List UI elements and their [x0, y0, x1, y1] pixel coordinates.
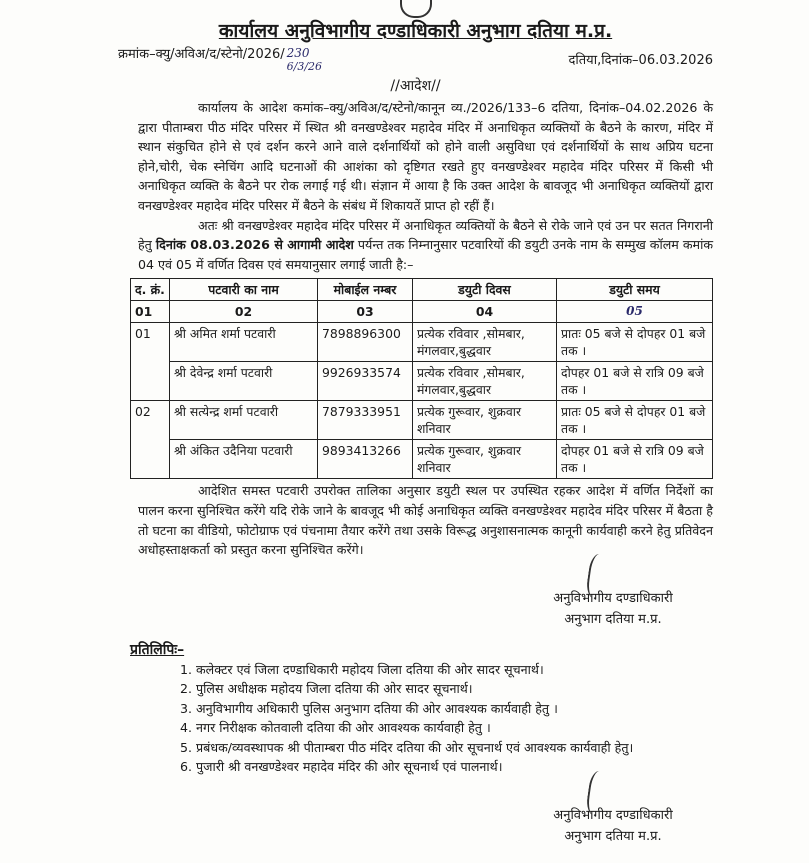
- emblem-seal-icon: [400, 0, 432, 18]
- signature-designation: अनुविभागीय दण्डाधिकारी: [553, 590, 673, 606]
- header-days: डयुटी दिवस: [413, 279, 557, 301]
- colnum: 03: [318, 301, 413, 323]
- copy-to-item: 3. अनुविभागीय अधिकारी पुलिस अनुभाग दतिया की ओर आवश्यक कार्यवाही हेतु ।: [196, 699, 713, 719]
- handwritten-group: [287, 46, 322, 74]
- paragraph-1: कार्यालय के आदेश कमांक–क्यु/अविअ/द/स्टेनो/कानून व्य./2026/133–6 दतिया, दिनांक–04.02.2026 के द्वारा पीताम्बरा पीठ मंदिर परिसर में स्थित श्री वनखण्डेश्वर महादेव मंदिर में अनाधिकृत व्यक्तियों के बैठने के कारण, मंदिर में स्थान संकुचित होने से एवं दर्शन करने आने वाले दर्शनार्थियों को होने वाली असुविधा एवं दर्शनार्थियों के साथ अप्रिय घटना होने,चोरी, चेक स्नेचिंग आदि घटनाओं की आशंका को दृष्टिगत रखते हुए वनखण्डेश्वर महादेव मंदिर परिसर में किसी भी अनाधिकृत व्यक्ति के बैठने पर रोक लगाई गई थी। संज्ञान में आया है कि उक्त आदेश के बावजूद भी अनाधिकृत व्यक्तियों द्वारा वनखण्डेश्वर महादेव मंदिर परिसर में बैठने के संबंध में शिकायतें प्राप्त हो रहीं हैं।: [138, 100, 714, 213]
- reference-number: क्रमांक–क्यु/अविअ/द/स्टेनो/2026/: [118, 47, 285, 62]
- sno-cell: 01: [131, 323, 170, 401]
- name-cell: श्री देवेन्द्र शर्मा पटवारी: [170, 362, 318, 401]
- days-cell: प्रत्येक रविवार ,सोमबार, मंगलवार,बुद्धवार: [413, 323, 557, 362]
- paragraph-2-rest: पर्यन्त तक निम्नानुसार पटवारियों की डयुटी उनके नाम के सम्मुख कॉलम कमांक 04 एवं 05 में वर्णित दिवस एवं समयानुसार लगाई जाती है:–: [138, 237, 713, 272]
- place-date: दतिया,दिनांक–06.03.2026: [568, 53, 713, 68]
- signature2-office: अनुभाग दतिया म.प्र.: [564, 828, 662, 844]
- copy-to-item: 6. पुजारी श्री वनखण्डेश्वर महादेव मंदिर की ओर सूचनार्थ एवं पालनार्थ।: [196, 757, 713, 777]
- copy-to-list: [170, 660, 713, 777]
- name-cell: श्री अमित शर्मा पटवारी: [170, 323, 318, 362]
- time-cell: प्रातः 05 बजे से दोपहर 01 बजे तक ।: [557, 323, 713, 362]
- header-sno: द. क्रं.: [131, 279, 170, 301]
- colnum: 04: [413, 301, 557, 323]
- paragraph-2: [138, 216, 713, 275]
- mobile-cell: 7898896300: [318, 323, 413, 362]
- mobile-cell: 9926933574: [318, 362, 413, 401]
- table-row: [131, 440, 713, 479]
- office-title: [118, 18, 713, 44]
- paragraph-3: आदेशित समस्त पटवारी उपरोक्त तालिका अनुसार डयुटी स्थल पर उपस्थित रहकर आदेश में वर्णित निर्देशों का पालन करना सुनिश्चित करेंगे यदि रोके जाने के बावजूद भी कोई अनाधिकृत व्यक्ति वनखण्डेश्वर महादेव मंदिर परिसर में बैठता है तो घटना का वीडियो, फोटोग्राफ एवं पंचनामा तैयार करेंगे तथा उसके विरूद्ध अनुशासनात्मक कानूनी कार्यवाही करने हेतु प्रतिवेदन अधोहस्ताक्षकर्ता को प्रस्तुत करना सुनिश्चित करेंगे।: [138, 483, 713, 558]
- copy-to-item: 5. प्रबंधक/व्यवस्थापक श्री पीताम्बरा पीठ मंदिर दतिया की ओर सूचनार्थ एवं आवश्यक कार्यवाही हेतु।: [196, 738, 713, 758]
- copy-to-heading: प्रतिलिपिः–: [130, 641, 185, 658]
- header-name: पटवारी का नाम: [170, 279, 318, 301]
- header-time: डयुटी समय: [557, 279, 713, 301]
- name-cell: श्री अंकित उदैनिया पटवारी: [170, 440, 318, 479]
- header-mobile: मोबाईल नम्बर: [318, 279, 413, 301]
- signature-office: अनुभाग दतिया म.प्र.: [564, 611, 662, 627]
- duty-table: [130, 278, 713, 479]
- office-title-text: कार्यालय अनुविभागीय दण्डाधिकारी अनुभाग दतिया म.प्र.: [218, 20, 613, 42]
- copy-to-item: 1. कलेक्टर एवं जिला दण्डाधिकारी महोदय जिला दतिया की ओर सादर सूचनार्थ।: [196, 660, 713, 680]
- days-cell: प्रत्येक गुरूवार, शुक्रवार शनिवार: [413, 401, 557, 440]
- table-header-row: [131, 279, 713, 301]
- colnum: 01: [131, 301, 170, 323]
- copy-to-item: 4. नगर निरीक्षक कोतवाली दतिया की ओर आवश्यक कार्यवाही हेतु ।: [196, 718, 713, 738]
- reference-row: [118, 46, 713, 74]
- signature-block: [518, 588, 708, 630]
- colnum: 05: [557, 301, 713, 323]
- time-cell: दोपहर 01 बजे से रात्रि 09 बजे तक ।: [557, 440, 713, 479]
- table-row: [131, 323, 713, 362]
- signature2-block: [518, 805, 708, 847]
- mobile-cell: 7879333951: [318, 401, 413, 440]
- time-cell: दोपहर 01 बजे से रात्रि 09 बजे तक ।: [557, 362, 713, 401]
- name-cell: श्री सत्येन्द्र शर्मा पटवारी: [170, 401, 318, 440]
- paragraph-2-text: अतः श्री वनखण्डेश्वर महादेव मंदिर परिसर में अनाधिकृत व्यक्तियों के बैठने से रोके जाने एवं उन पर सतत निगरानी हेतु: [138, 217, 713, 253]
- days-cell: प्रत्येक रविवार ,सोमबार, मंगलवार,बुद्धवार: [413, 362, 557, 401]
- table-row: [131, 362, 713, 401]
- handwritten-date: 6/3/26: [286, 60, 323, 73]
- column-number-row: [131, 301, 713, 323]
- sno-cell: 02: [131, 401, 170, 479]
- reference-group: [118, 46, 322, 74]
- time-cell: प्रातः 05 बजे से दोपहर 01 बजे तक ।: [557, 401, 713, 440]
- order-heading: //आदेश//: [390, 78, 441, 94]
- copy-to-item: 2. पुलिस अधीक्षक महोदय जिला दतिया की ओर सादर सूचनार्थ।: [196, 679, 713, 699]
- days-cell: प्रत्येक गुरूवार, शुक्रवार शनिवार: [413, 440, 557, 479]
- paragraph-2-bold-date: दिनांक 08.03.2026 से आगामी आदेश: [155, 237, 354, 253]
- mobile-cell: 9893413266: [318, 440, 413, 479]
- signature2-designation: अनुविभागीय दण्डाधिकारी: [553, 807, 673, 823]
- handwritten-number: 230: [286, 46, 310, 60]
- colnum: 02: [170, 301, 318, 323]
- table-row: [131, 401, 713, 440]
